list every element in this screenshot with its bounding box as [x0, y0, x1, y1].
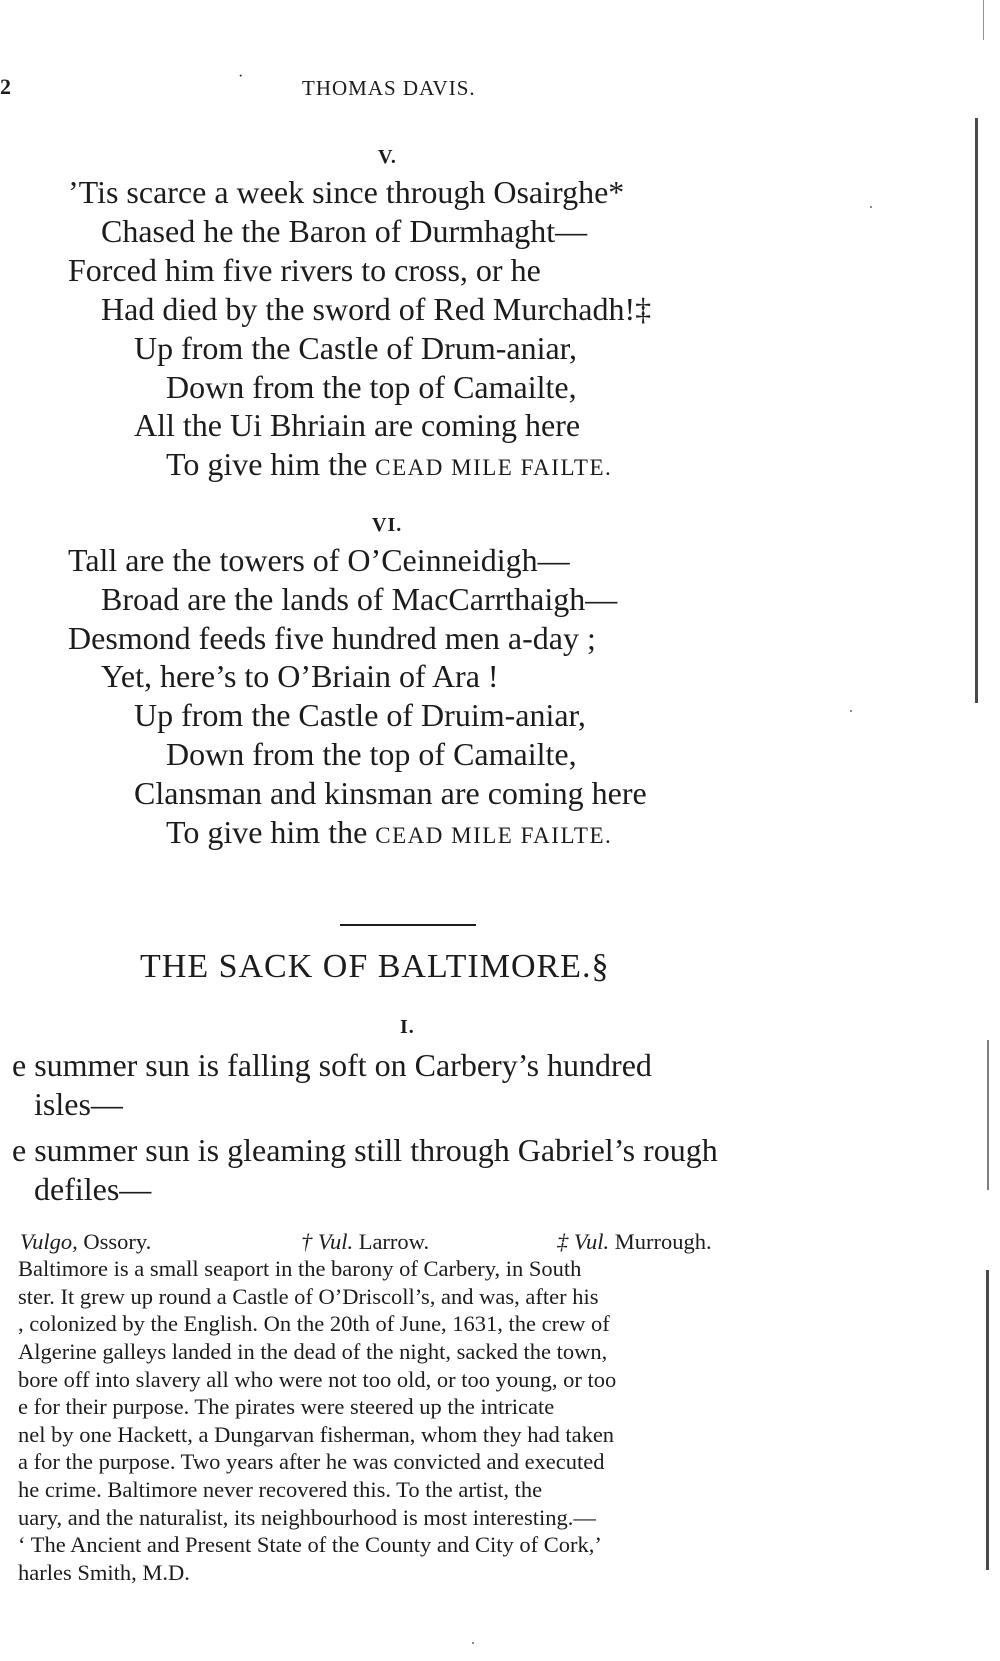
- footnote-line: ‘ The Ancient and Present State of the County and City of Cork,’: [18, 1532, 602, 1557]
- scan-margin-shadow: [983, 0, 984, 40]
- refrain-small-caps: CEAD MILE FAILTE.: [375, 455, 613, 480]
- verse-line: isles—: [34, 1086, 123, 1122]
- footnote-line: harles Smith, M.D.: [18, 1560, 190, 1585]
- refrain-prefix: To give him the: [166, 446, 376, 482]
- verse-line: Up from the Castle of Drum-aniar,: [134, 330, 578, 366]
- verse-line: Up from the Castle of Druim-aniar,: [134, 697, 586, 733]
- verse-line: Tall are the towers of O’Ceinneidigh—: [68, 542, 570, 578]
- stanza-number-i: I.: [400, 1016, 415, 1038]
- verse-line: Chased he the Baron of Durmhaght—: [101, 213, 588, 249]
- scan-speck: [850, 710, 852, 712]
- verse-line-refrain: [166, 444, 612, 488]
- scan-margin-shadow: [986, 1270, 989, 1570]
- scan-margin-shadow: [987, 1040, 989, 1190]
- verse-line: e summer sun is falling soft on Carbery’s hundred: [12, 1047, 652, 1083]
- stanza-number-vi: VI.: [372, 514, 403, 536]
- verse-line: Broad are the lands of MacCarrthaigh—: [101, 581, 618, 617]
- verse-line: Forced him five rivers to cross, or he: [68, 252, 541, 288]
- header-dot: ·: [238, 68, 244, 85]
- verse-line: Down from the top of Camailte,: [166, 369, 577, 405]
- refrain-small-caps: CEAD MILE FAILTE.: [375, 823, 613, 848]
- footnote-line: bore off into slavery all who were not too old, or too young, or too: [18, 1367, 617, 1392]
- footnote-line: he crime. Baltimore never recovered this. To the artist, the: [18, 1477, 543, 1502]
- refrain-prefix: To give him the: [166, 814, 376, 850]
- verse-line-refrain: [166, 812, 612, 856]
- scan-speck: [870, 206, 872, 208]
- footnote-1: Vulgo, Ossory.: [20, 1229, 152, 1254]
- scan-margin-shadow: [975, 118, 978, 703]
- verse-line: All the Ui Bhriain are coming here: [134, 407, 581, 443]
- page-number: 2: [0, 74, 11, 99]
- stanza-number-v: V.: [378, 146, 397, 168]
- verse-line: ’Tis scarce a week since through Osairghe*: [68, 174, 625, 210]
- verse-line: Down from the top of Camailte,: [166, 736, 577, 772]
- footnote-line: uary, and the naturalist, its neighbourhood is most interesting.—: [18, 1505, 596, 1530]
- running-title: THOMAS DAVIS.: [302, 76, 476, 100]
- footnote-line: , colonized by the English. On the 20th of June, 1631, the crew of: [18, 1311, 610, 1336]
- footnote-3: ‡ Vul. Murrough.: [557, 1229, 712, 1254]
- footnote-line: Algerine galleys landed in the dead of the night, sacked the town,: [18, 1339, 608, 1364]
- footnote-2: † Vul. Larrow.: [301, 1229, 430, 1254]
- footnote-line: e for their purpose. The pirates were steered up the intricate: [18, 1394, 555, 1419]
- verse-line: defiles—: [34, 1171, 152, 1207]
- footnote-line: Baltimore is a small seaport in the barony of Carbery, in South: [18, 1256, 582, 1281]
- scan-speck: [472, 1642, 474, 1644]
- footnote-line: a for the purpose. Two years after he was convicted and executed: [18, 1449, 605, 1474]
- verse-line: Desmond feeds five hundred men a-day ;: [68, 620, 596, 656]
- footnote-line: nel by one Hackett, a Dungarvan fisherman, whom they had taken: [18, 1422, 615, 1447]
- section-divider: [340, 924, 476, 926]
- verse-line: e summer sun is gleaming still through Gabriel’s rough: [12, 1132, 718, 1168]
- verse-line: Yet, here’s to O’Briain of Ara !: [101, 658, 499, 694]
- verse-line: Had died by the sword of Red Murchadh!‡: [101, 291, 652, 327]
- verse-line: Clansman and kinsman are coming here: [134, 775, 647, 811]
- footnote-line: ster. It grew up round a Castle of O’Driscoll’s, and was, after his: [18, 1284, 599, 1309]
- poem-title: THE SACK OF BALTIMORE.§: [140, 948, 610, 985]
